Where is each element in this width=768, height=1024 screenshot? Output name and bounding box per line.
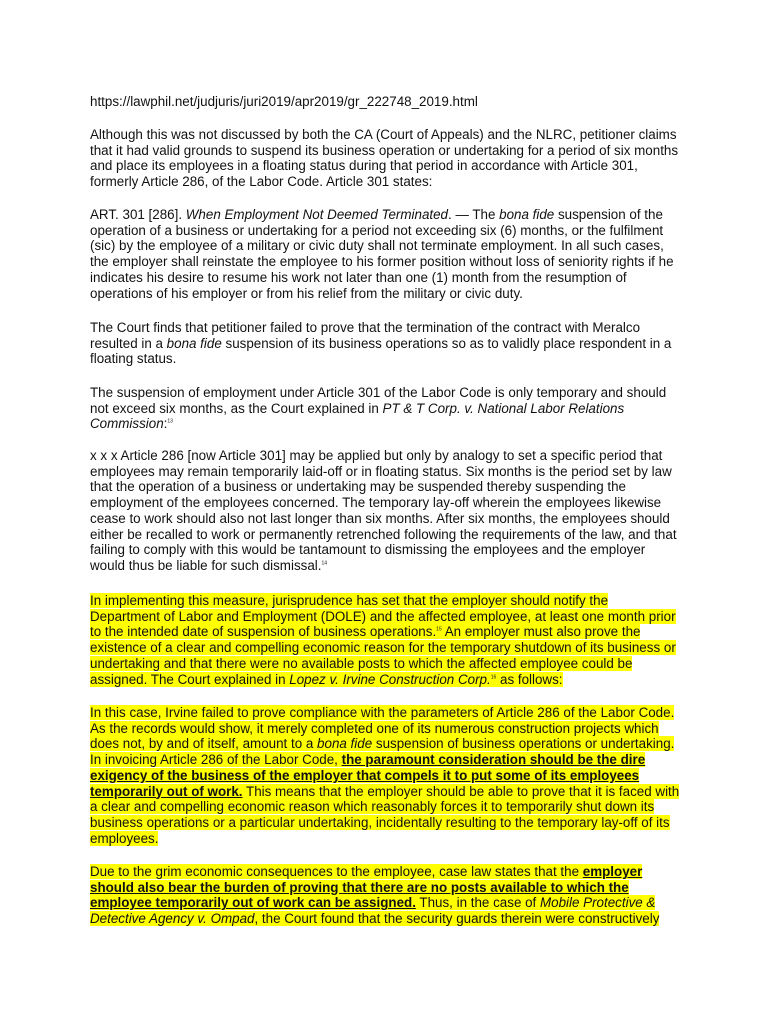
source-url: https://lawphil.net/judjuris/juri2019/apr2019/gr_222748_2019.html [90,94,478,109]
paragraph-quote-article-286: x x x Article 286 [now Article 301] may be applied but only by analogy to set a specific period that employees may remain temporarily laid-off or in floating status. Six months is the period set by law that the operation of a business or undertaking may be suspended thereby suspending the employment of the employees concerned. The temporary lay-off wherein the employees likewise cease to work should also not last longer than six months. After six months, the employees should either be recalled to work or permanently retrenched following the requirements of the law, and that failing to comply with this would be tantamount to dismissing the employees and the employer would thus be liable for such dismissal.$^{14}$ [90,448,677,573]
footnote-ref[interactable]: 16 [490,674,497,681]
emphasized-text: the paramount consideration should be the dire exigency of the business of the employer that compels it to put some of its employees temporarily out of work. [90,752,646,799]
highlighted-text: Due to the grim economic consequences to the employee, case law states that the employer should also bear the burden of proving that there are no posts available to which the employee temporarily out of work can be assigned. Thus, in the case of Mobile Protective & Detective Agency v. Ompad, the Court found that the security guards therein were constructively [90,864,660,927]
highlighted-text: In implementing this measure, jurisprudence has set that the employer should notify the Department of Labor and Employment (DOLE) and the affected employee, at least one month prior to the intended date of suspension of business operations.$^{15}$ An employer must also prove the existence of a clear and compelling economic reason for the temporary shutdown of its business or undertaking and that there were no available posts to which the affected employee could be assigned. The Court explained in Lopez v. Irvine Construction Corp.$^{16}$ as follows: [90,593,676,687]
case-citation: Mobile Protective & Detective Agency v. Ompad [90,895,656,927]
footnote-ref[interactable]: 13 [167,418,173,425]
paragraph-suspension-temporary: The suspension of employment under Article 301 of the Labor Code is only temporary and should not exceed six months, as the Court explained in PT & T Corp. v. National Labor Relations Commission:$^{13}$ [90,385,667,432]
case-citation: Lopez v. Irvine Construction Corp. [289,671,491,687]
paragraph-court-finds: The Court finds that petitioner failed to prove that the termination of the contract with Meralco resulted in a bona fide suspension of its business operations so as to validly place respondent in a floating status. [90,320,672,367]
paragraph-grim-consequences [90,864,680,927]
emphasized-text: employer should also bear the burden of proving that there are no posts available to which the employee temporarily out of work can be assigned. [90,864,643,911]
paragraph-irvine-case [90,705,680,846]
paragraph-intro: Although this was not discussed by both the CA (Court of Appeals) and the NLRC, petitioner claims that it had valid grounds to suspend its business operation or undertaking for a period of six months and place its employees in a floating status during that period in accordance with Article 301, formerly Article 286, of the Labor Code. Article 301 states: [90,127,679,190]
article-title: When Employment Not Deemed Terminated [185,207,449,222]
footnote-ref[interactable]: 14 [321,560,328,567]
footnote-ref[interactable]: 15 [436,626,442,633]
case-citation: PT & T Corp. v. National Labor Relations Commission [90,400,625,432]
article-heading: ART. 301 [286]. [90,207,186,222]
highlighted-text: In this case, Irvine failed to prove compliance with the parameters of Article 286 of the Labor Code. As the records would show, it merely completed one of its numerous construction projects which does not, by and of itself, amount to a bona fide suspension of business operations or undertaking. In invoicing Article 286 of the Labor Code, the paramount consideration should be the dire exigency of the business of the employer that compels it to put some of its employees temporarily out of work. This means that the employer should be able to prove that it is faced with a clear and compelling economic reason which reasonably forces it to temporarily shut down its business operations or a particular undertaking, incidentally resulting to the temporary lay-off of its employees. [90,705,680,846]
paragraph-implementing-measure [90,593,680,687]
paragraph-article-301: ART. 301 [286]. When Employment Not Deemed Terminated. — The bona fide suspension of the operation of a business or undertaking for a period not exceeding six (6) months, or the fulfilment (sic) by the employee of a military or civic duty shall not terminate employment. In all such cases, the employer shall reinstate the employee to his former position without loss of seniority rights if he indicates his desire to resume his work not later than one (1) month from the resumption of operations of his employer or from his relief from the military or civic duty. [90,207,674,301]
